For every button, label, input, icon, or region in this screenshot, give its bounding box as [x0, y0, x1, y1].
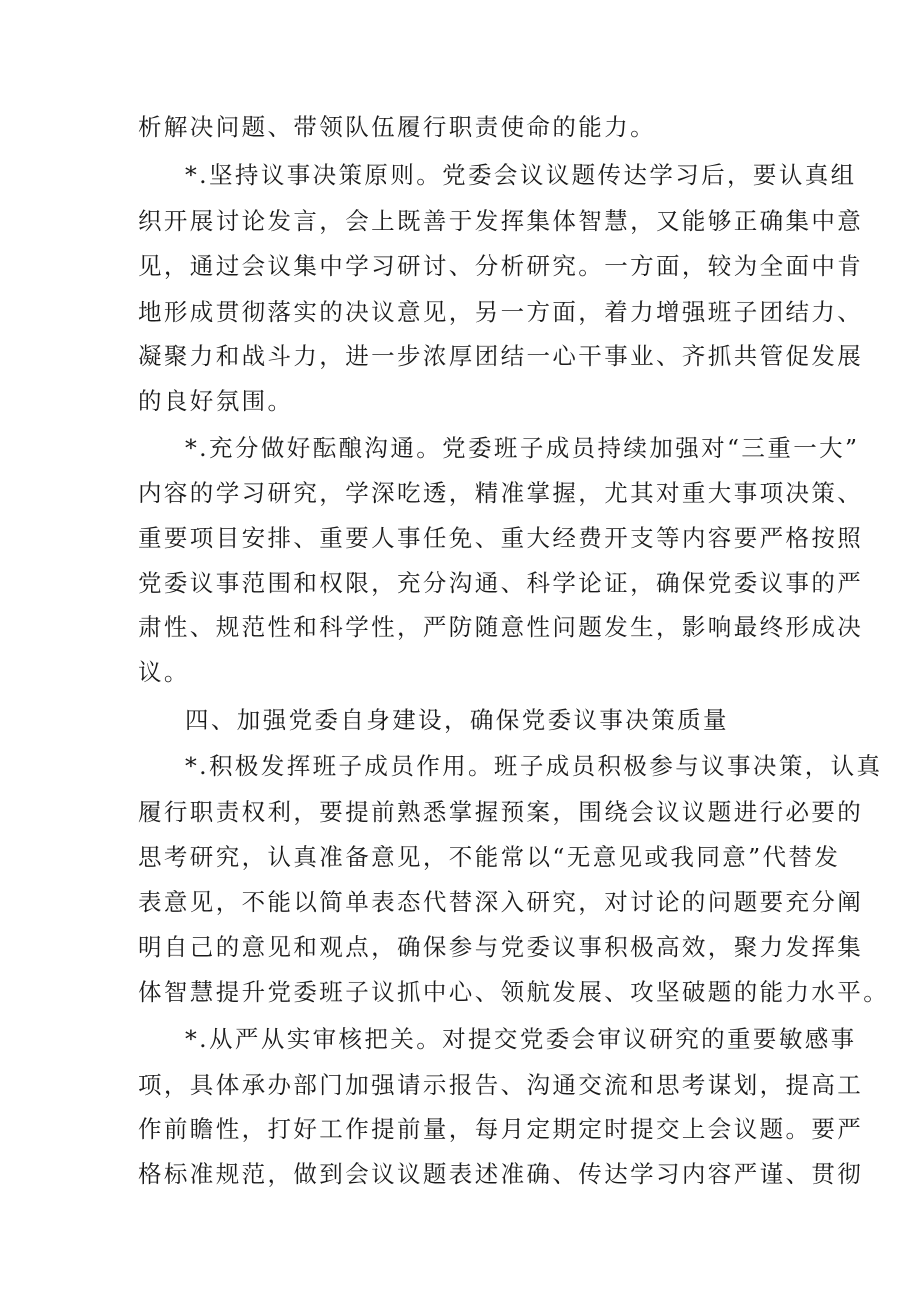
- text-line: 党委议事范围和权限，充分沟通、科学论证，确保党委议事的严: [138, 569, 864, 597]
- text-line: 履行职责权利，要提前熟悉掌握预案，围绕会议议题进行必要的: [138, 798, 864, 826]
- text-line: 作前瞻性，打好工作提前量，每月定期定时提交上会议题。要严: [138, 1115, 864, 1143]
- text-line: 肃性、规范性和科学性，严防随意性问题发生，影响最终形成决: [138, 613, 864, 641]
- text-line: 体智慧提升党委班子议抓中心、领航发展、攻坚破题的能力水平。: [138, 978, 890, 1006]
- section-heading: 四、加强党委自身建设，确保党委议事决策质量: [185, 706, 729, 734]
- text-line: 思考研究，认真准备意见，不能常以“无意见或我同意”代替发: [138, 843, 841, 871]
- text-line: *.积极发挥班子成员作用。班子成员积极参与议事决策，认真: [185, 752, 883, 780]
- text-line: 议。: [138, 658, 190, 686]
- text-line: *.坚持议事决策原则。党委会议议题传达学习后，要认真组: [185, 161, 857, 189]
- text-line: 格标准规范，做到会议议题表述准确、传达学习内容严谨、贯彻: [138, 1160, 864, 1188]
- text-line: 明自己的意见和观点，确保参与党委议事积极高效，聚力发挥集: [138, 933, 864, 961]
- text-line: 的良好氛围。: [138, 387, 294, 415]
- text-line: 见，通过会议集中学习研讨、分析研究。一方面，较为全面中肯: [138, 252, 864, 280]
- text-line: 织开展讨论发言，会上既善于发挥集体智慧，又能够正确集中意: [138, 207, 864, 235]
- text-line: 凝聚力和战斗力，进一步浓厚团结一心干事业、齐抓共管促发展: [138, 342, 864, 370]
- text-line: *.从严从实审核把关。对提交党委会审议研究的重要敏感事: [185, 1025, 857, 1053]
- text-line: 内容的学习研究，学深吃透，精准掌握，尤其对重大事项决策、: [138, 479, 864, 507]
- text-line: 地形成贯彻落实的决议意见，另一方面，着力增强班子团结力、: [138, 298, 864, 326]
- text-line: *.充分做好酝酿沟通。党委班子成员持续加强对“三重一大”: [185, 434, 860, 462]
- text-line: 表意见，不能以简单表态代替深入研究，对讨论的问题要充分阐: [138, 888, 864, 916]
- text-line: 项，具体承办部门加强请示报告、沟通交流和思考谋划，提高工: [138, 1071, 864, 1099]
- text-line: 析解决问题、带领队伍履行职责使命的能力。: [138, 113, 656, 141]
- text-line: 重要项目安排、重要人事任免、重大经费开支等内容要严格按照: [138, 524, 864, 552]
